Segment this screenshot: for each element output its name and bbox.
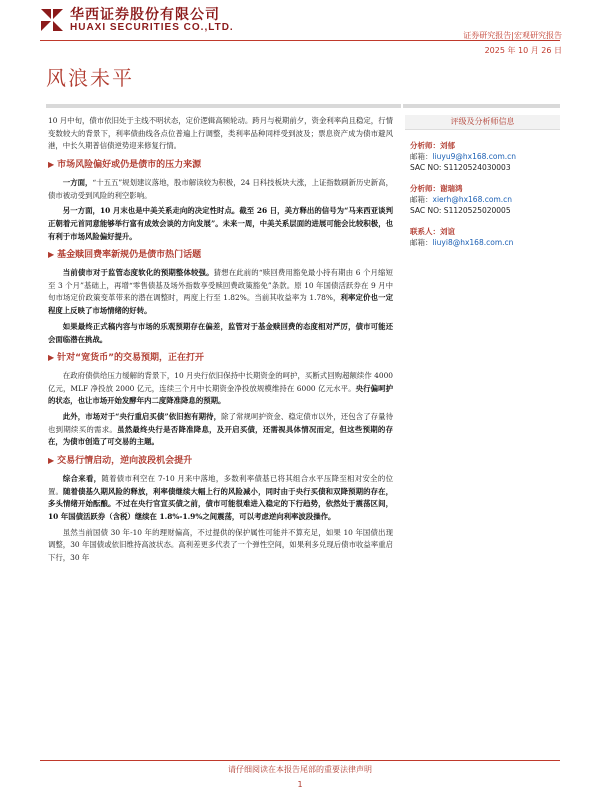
paragraph: 虽然当前国债 30 年-10 年的理财偏高，不过提供的保护属性可能并不算充足，如果 10 年国债出现调整，30 年国债或依旧维持高波状态。高利差更多代表了一个弹性空间，如果利多兑现后债市收益率重启下行，30 年 — [48, 527, 393, 563]
triangle-bullet-icon: ▶ — [48, 353, 55, 363]
contact-email: 邮箱：liuyi8@hx168.com.cn — [410, 238, 514, 247]
report-title: 风浪未平 — [46, 66, 134, 90]
page-number: 1 — [297, 780, 303, 789]
legal-notice: 请仔细阅读在本报告尾部的重要法律声明 — [228, 765, 372, 774]
email-link[interactable]: liuyi8@hx168.com.cn — [432, 238, 514, 247]
contact-name: 联系人：刘谊 — [410, 227, 455, 236]
triangle-bullet-icon: ▶ — [48, 456, 55, 466]
page-header — [0, 0, 600, 60]
footer-divider — [40, 760, 560, 761]
analyst-sac: SAC NO: S1120525020005 — [410, 206, 511, 215]
main-content — [48, 115, 393, 568]
section-heading-4: ▶ 交易行情启动，逆向波段机会提升 — [48, 456, 193, 467]
header-divider — [40, 40, 560, 41]
analyst-sidebar — [405, 115, 560, 248]
section-heading-1: ▶ 市场风险偏好或仍是债市的压力来源 — [48, 160, 202, 171]
report-type: 证券研究报告|宏观研究报告 — [463, 31, 562, 40]
analyst-sac: SAC NO: S1120524030003 — [410, 163, 511, 172]
section-heading-3: ▶ 针对“宽货币”的交易预期，正在打开 — [48, 353, 204, 364]
sidebar-heading: 评级及分析师信息 — [405, 115, 560, 130]
analyst-card — [405, 173, 560, 216]
report-date: 2025 年 10 月 26 日 — [484, 46, 562, 55]
paragraph: 此外，市场对于“央行重启买债”依旧抱有期待，除了常规呵护资金、稳定债市以外，还包含了存量待也到期续买的需求。虽然最终央行是否降准降息，及开启买债，还需视具体情况而定，但这些预期的存在，为债市创造了可交易的主题。 — [48, 412, 393, 447]
triangle-bullet-icon: ▶ — [48, 250, 55, 260]
paragraph: 在政府债供给压力缓解的背景下，10 月央行依旧保持中长期资金的呵护，买断式回购超额续作 4000 亿元，MLF 净投放 2000 亿元，连续三个月中长期资金净投放规模维持在 6000 亿元水平。央行偏呵护的状态，也让市场开始发酵年内二度降准降息的预期。 — [48, 370, 393, 406]
triangle-bullet-icon: ▶ — [48, 160, 55, 170]
email-link[interactable]: xierh@hx168.com.cn — [432, 195, 513, 204]
company-name-en: HUAXI SECURITIES CO.,LTD. — [70, 22, 234, 33]
analyst-email: 邮箱：xierh@hx168.com.cn — [410, 195, 513, 204]
analyst-name: 分析师：刘郁 — [410, 141, 455, 150]
paragraph: 当前债市对于监管态度软化的预期整体较强。猜想在此前的“赎回费用豁免最小持有期由 6 个月缩短至 3 个月”基础上，再增“零售债基及场外指数享受赎回费政策豁免”条款。原 10 年国债活跃券在 9 月中旬市场定价政策变革带来的潜在调整时，两度上行至 1.82%。当前其收益率为 1.78%，利率定价也一定程度上反映了市场情绪的好转。 — [48, 268, 393, 316]
analyst-name: 分析师：谢瑞鸿 — [410, 184, 463, 193]
analyst-email: 邮箱：liuyu9@hx168.com.cn — [410, 152, 517, 161]
section-heading-2: ▶ 基金赎回费率新规仍是债市热门话题 — [48, 250, 202, 261]
intro-paragraph: 10 月中旬，债市依旧处于主线不明状态，定价逻辑高频轮动。跨月与税期前夕，资金利率尚且稳定，行情变数较大的背景下，利率债曲线各点位普遍上行调整，类利率品种同样受到波及；票息资产成为债市避风港，中长久期普信债逆势迎来修复行情。 — [48, 116, 393, 151]
paragraph: 综合来看，随着债市利空在 7-10 月来中落地，多数利率债基已将其组合水平压降至相对安全的位置。随着债基久期风险的释放，利率债继续大幅上行的风险减小，同时由于央行买债和双降预期的存在，多头情绪开始酝酿。不过在央行官宣买债之前，债市可能很难进入稳定的下行趋势，依然处于震荡区间，10 年国债活跃券（含税）继续在 1.8%-1.9%之间震荡，可以考虑逆向利率波段操作。 — [48, 473, 393, 521]
analyst-card — [405, 130, 560, 173]
contact-card — [405, 216, 560, 248]
huaxi-logo-icon — [38, 6, 66, 34]
company-name-cn: 华西证券股份有限公司 — [70, 7, 220, 23]
paragraph: 如果最终正式稿内容与市场的乐观预期存在偏差，监管对于基金赎回费的态度相对严厉，债市可能还会面临潜在挑战。 — [48, 321, 393, 344]
side-divider — [403, 104, 560, 108]
paragraph: 另一方面，10 月末也是中美关系走向的决定性时点。截至 26 日，美方释出的信号为“马来西亚谈判正朝着元首同意能够举行富有成效会谈的方向发展”。未来一周，中美关系层面的进展可能会比较积极，也有利于市场风险偏好提升。 — [48, 206, 393, 241]
paragraph: 一方面，“十五五”规划建议落地，股市解读较为积极，24 日科技板块大涨，上证指数刷新历史新高，债市被动受到风险的利空影响。 — [48, 177, 393, 200]
title-divider — [46, 104, 401, 108]
email-link[interactable]: liuyu9@hx168.com.cn — [432, 152, 517, 161]
